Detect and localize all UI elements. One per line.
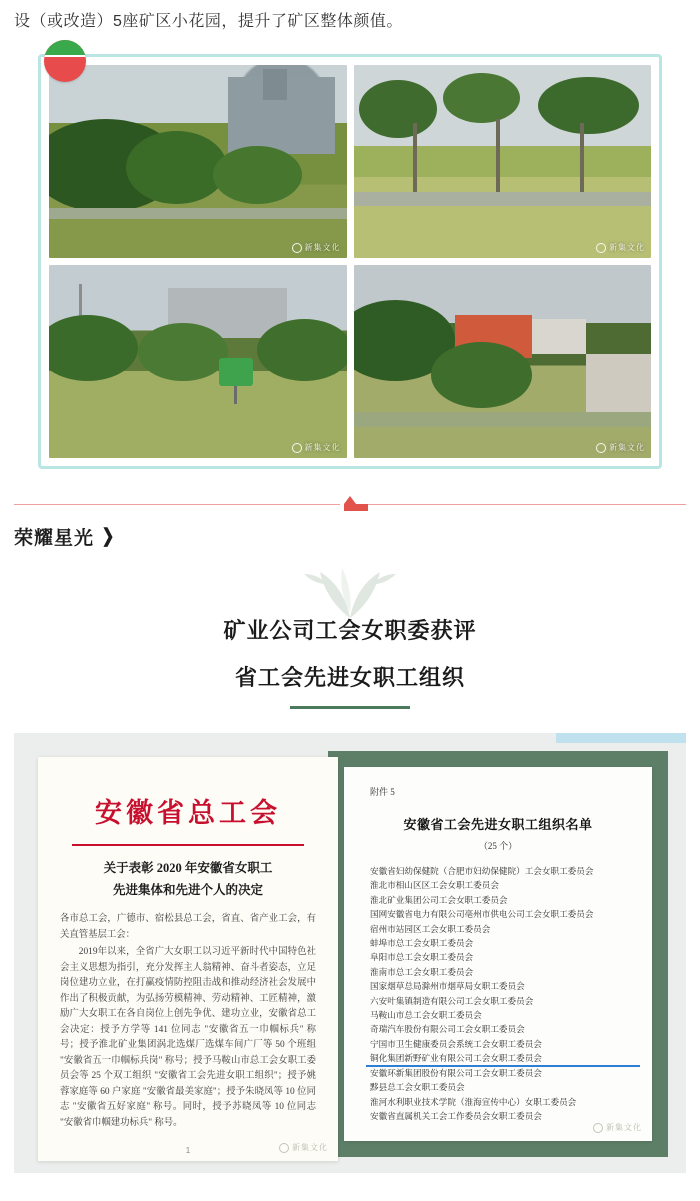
photo-gallery <box>38 54 662 469</box>
list-item: 安徽省妇幼保健院（合肥市妇幼保健院）工会女职工委员会 <box>370 866 594 876</box>
up-arrow-icon <box>340 495 360 513</box>
list-item: 奇瑞汽车股份有限公司工会女职工委员会 <box>370 1024 525 1035</box>
accent-bar <box>556 733 686 743</box>
award-underline <box>290 706 410 709</box>
document-org-title: 安徽省总工会 <box>95 798 281 828</box>
award-line-2: 省工会先进女职工组织 <box>234 665 465 690</box>
list-item: 六安叶集镇制造有限公司工会女职工委员会 <box>370 995 534 1006</box>
documents-figure <box>14 733 686 1173</box>
intro-paragraph: 设（或改造）5座矿区小花园，提升了矿区整体颜值。 <box>14 13 403 30</box>
attachment-label: 附件 5 <box>370 787 395 797</box>
organization-list <box>344 864 652 1123</box>
document-body-paragraph: 2019年以来，全省广大女职工以习近平新时代中国特色社会主义思想为指引，充分发挥主人翁精神、奋斗者姿态，立足岗位建功立业，在打赢疫情防控阻击战和推动经济社会发展中作出了积极贡献，为弘扬劳模精神、劳动精神、工匠精神，激励广大女职工在各自岗位上创先争优、建功立业，安徽省总工会决定：授予方学等 141 位同志 "安徽省五一巾帼标兵" 称号；授予淮北矿业集团涡北选煤厂选煤车间广厂等 50 个班组 "安徽省五一巾帼标兵岗" 称号；授予马鞍山市总工会女职工委员会等 25 个双工组织 "安徽省工会先进女职工组织"；授予姚蓉家庭等 60 户家庭 "安徽省最美家庭"；授予朱晓凤等 10 位同志 "安徽省五好家庭" 称号。同时，授予苏晓凤等 10 位同志 "安徽省巾帼建功标兵" 称号。 <box>60 947 316 1128</box>
document-watermark: 新集文化 <box>593 1122 642 1133</box>
document-rule <box>72 844 304 846</box>
list-item: 国网安徽省电力有限公司亳州市供电公司工会女职工委员会 <box>370 909 594 920</box>
list-item: 安徽省直属机关工会工作委员会女职工委员会 <box>370 1110 542 1121</box>
gallery-photo[interactable] <box>49 265 347 458</box>
list-item: 马鞍山市总工会女职工委员会 <box>370 1010 482 1021</box>
document-body <box>60 912 316 1131</box>
list-item: 安徽环新集团股份有限公司工会女职工委员会 <box>370 1067 542 1078</box>
document-watermark: 新集文化 <box>279 1142 328 1153</box>
gallery-grid <box>49 65 651 458</box>
list-item: 淮河水利职业技术学院（淮海宣传中心）女职工委员会 <box>370 1096 577 1107</box>
list-count: （25 个） <box>478 841 518 851</box>
section-heading <box>0 513 700 550</box>
watermark-logo-icon <box>596 243 606 253</box>
wheat-leaf-icon <box>290 562 410 620</box>
document-name-list[interactable] <box>344 767 652 1141</box>
garden-sign <box>219 358 253 386</box>
section-divider <box>14 495 686 513</box>
watermark-logo-icon <box>593 1123 603 1133</box>
document-subtitle-1: 关于表彰 2020 年安徽省女职工 <box>103 861 273 875</box>
list-item: 淮北矿业集团公司工会女职工委员会 <box>370 894 508 905</box>
list-item-highlighted: 铜化集团新野矿业有限公司工会女职工委员会 <box>370 1051 634 1065</box>
award-line-1: 矿业公司工会女职委获评 <box>223 618 477 643</box>
watermark-logo-icon <box>596 443 606 453</box>
photo-watermark: 新集文化 <box>596 442 645 453</box>
watermark-logo-icon <box>292 243 302 253</box>
watermark-logo-icon <box>292 443 302 453</box>
watermark-logo-icon <box>279 1143 289 1153</box>
gallery-photo[interactable] <box>354 265 652 458</box>
document-body-paragraph: 各市总工会，广德市、宿松县总工会，省直、省产业工会，有关直管基层工会： <box>60 914 316 940</box>
list-item: 蚌埠市总工会女职工委员会 <box>370 938 474 949</box>
chevron-right-icon: ❯ <box>101 526 115 547</box>
list-item: 宁国市卫生健康委员会系统工会女职工委员会 <box>370 1038 542 1049</box>
section-title: 荣耀星光 <box>14 528 95 549</box>
photo-watermark: 新集文化 <box>292 442 341 453</box>
list-item: 阜阳市总工会女职工委员会 <box>370 952 474 963</box>
gallery-photo[interactable] <box>354 65 652 258</box>
watermelon-icon <box>44 40 86 82</box>
list-item: 宿州市站园区工会女职工委员会 <box>370 923 491 934</box>
award-title-block <box>0 550 700 709</box>
list-title: 安徽省工会先进女职工组织名单 <box>403 817 593 832</box>
list-item: 黟县总工会女职工委员会 <box>370 1082 465 1093</box>
list-item: 淮南市总工会女职工委员会 <box>370 966 474 977</box>
document-decision[interactable] <box>38 757 338 1161</box>
gallery-photo[interactable] <box>49 65 347 258</box>
document-subtitle-2: 先进集体和先进个人的决定 <box>112 883 263 897</box>
list-item: 国家烟草总局滁州市烟草局女职工委员会 <box>370 981 525 992</box>
page-number: 1 <box>185 1146 191 1155</box>
gallery-frame <box>38 54 662 469</box>
photo-watermark: 新集文化 <box>596 242 645 253</box>
photo-watermark: 新集文化 <box>292 242 341 253</box>
list-item: 淮北市相山区区工会女职工委员会 <box>370 880 499 891</box>
